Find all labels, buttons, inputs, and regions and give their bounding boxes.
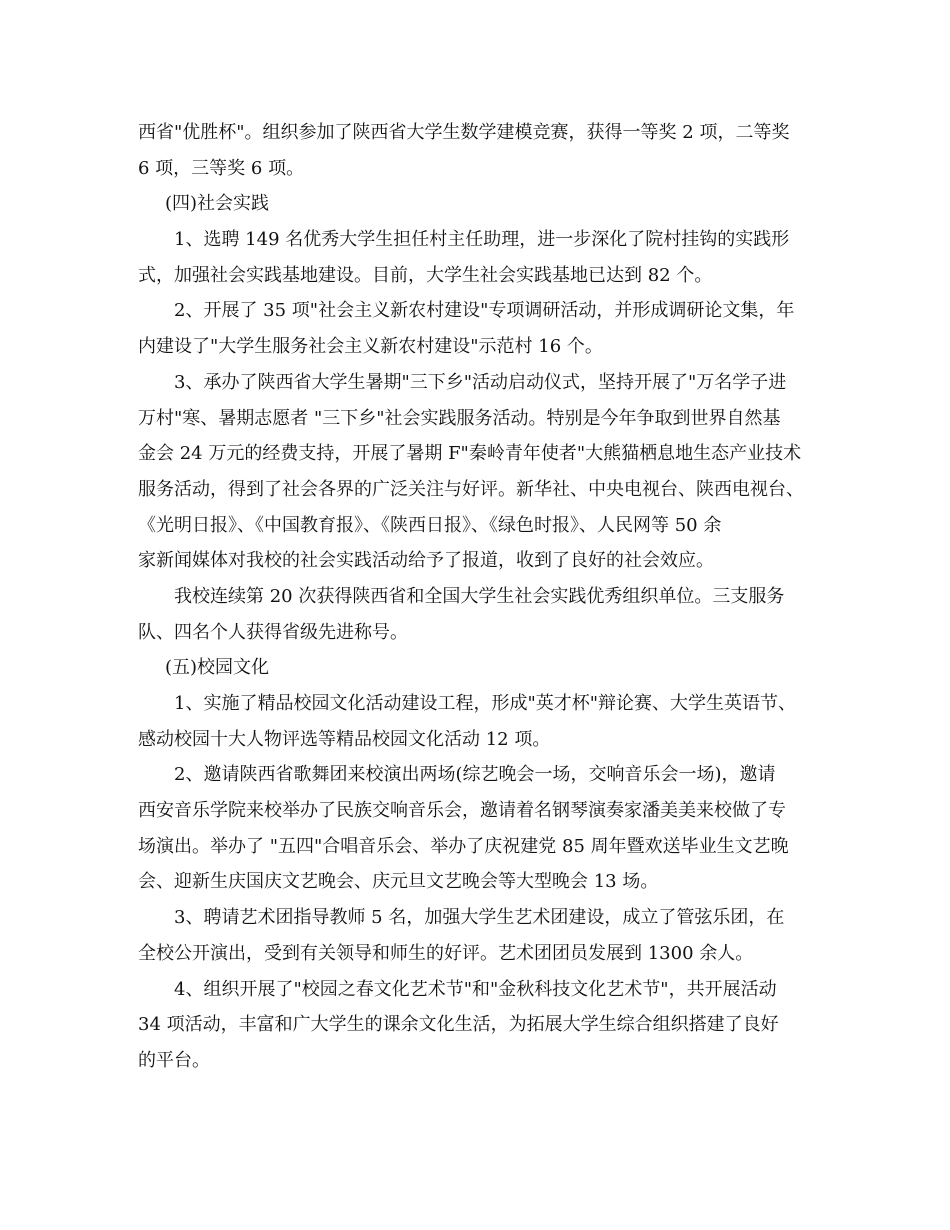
text-line: 《光明日报》、《中国教育报》、《陕西日报》、《绿色时报》、人民网等 50 余 bbox=[138, 514, 722, 536]
text-line: 3、聘请艺术团指导教师 5 名，加强大学生艺术团建设，成立了管弦乐团，在 bbox=[174, 907, 785, 929]
text-line: 1、实施了精品校园文化活动建设工程，形成"英才杯"辩论赛、大学生英语节、 bbox=[174, 693, 797, 714]
text-line: 4、组织开展了"校园之春文化艺术节"和"金秋科技文化艺术节"，共开展活动 bbox=[174, 978, 777, 1000]
text-line: 万村"寒、暑期志愿者 "三下乡"社会实践服务活动。特别是今年争取到世界自然基 bbox=[138, 407, 781, 429]
text-line: 队、四名个人获得省级先进称号。 bbox=[138, 621, 408, 643]
text-line: 3、承办了陕西省大学生暑期"三下乡"活动启动仪式，坚持开展了"万名学子进 bbox=[174, 371, 787, 393]
text-line: 的平台。 bbox=[138, 1049, 210, 1071]
text-line: 内建设了"大学生服务社会主义新农村建设"示范村 16 个。 bbox=[138, 336, 603, 358]
document-body bbox=[138, 115, 828, 1079]
text-line: 金会 24 万元的经费支持，开展了暑期 F"秦岭青年使者"大熊猫栖息地生态产业技术 bbox=[138, 443, 802, 465]
text-line: 2、开展了 35 项"社会主义新农村建设"专项调研活动，并形成调研论文集，年 bbox=[174, 300, 795, 322]
text-line: 场演出。举办了 "五四"合唱音乐会、举办了庆祝建党 85 周年暨欢送毕业生文艺晚 bbox=[138, 835, 789, 857]
text-line: 2、邀请陕西省歌舞团来校演出两场(综艺晚会一场，交响音乐会一场)，邀请 bbox=[174, 764, 776, 786]
text-line: 感动校园十大人物评选等精品校园文化活动 12 项。 bbox=[138, 728, 551, 750]
section-heading: (五)校园文化 bbox=[165, 657, 270, 679]
text-line: 会、迎新生庆国庆文艺晚会、庆元旦文艺晚会等大型晚会 13 场。 bbox=[138, 871, 659, 893]
text-line: 6 项，三等奖 6 项。 bbox=[138, 157, 305, 179]
text-line: 西安音乐学院来校举办了民族交响音乐会，邀请着名钢琴演奏家潘美美来校做了专 bbox=[138, 800, 786, 822]
text-line: 服务活动，得到了社会各界的广泛关注与好评。新华社、中央电视台、陕西电视台、 bbox=[138, 478, 804, 500]
text-line: 家新闻媒体对我校的社会实践活动给予了报道，收到了良好的社会效应。 bbox=[138, 550, 714, 572]
text-line: 34 项活动，丰富和广大学生的课余文化生活，为拓展大学生综合组织搭建了良好 bbox=[138, 1014, 779, 1036]
text-line: 我校连续第 20 次获得陕西省和全国大学生社会实践优秀组织单位。三支服务 bbox=[174, 585, 785, 607]
text-line: 全校公开演出，受到有关领导和师生的好评。艺术团团员发展到 1300 余人。 bbox=[138, 942, 754, 964]
section-heading: (四)社会实践 bbox=[165, 193, 270, 215]
text-line: 西省"优胜杯"。组织参加了陕西省大学生数学建模竞赛，获得一等奖 2 项，二等奖 bbox=[138, 122, 790, 143]
text-line: 式，加强社会实践基地建设。目前，大学生社会实践基地已达到 82 个。 bbox=[138, 264, 713, 286]
text-line: 1、选聘 149 名优秀大学生担任村主任助理，进一步深化了院村挂钩的实践形 bbox=[174, 229, 790, 251]
